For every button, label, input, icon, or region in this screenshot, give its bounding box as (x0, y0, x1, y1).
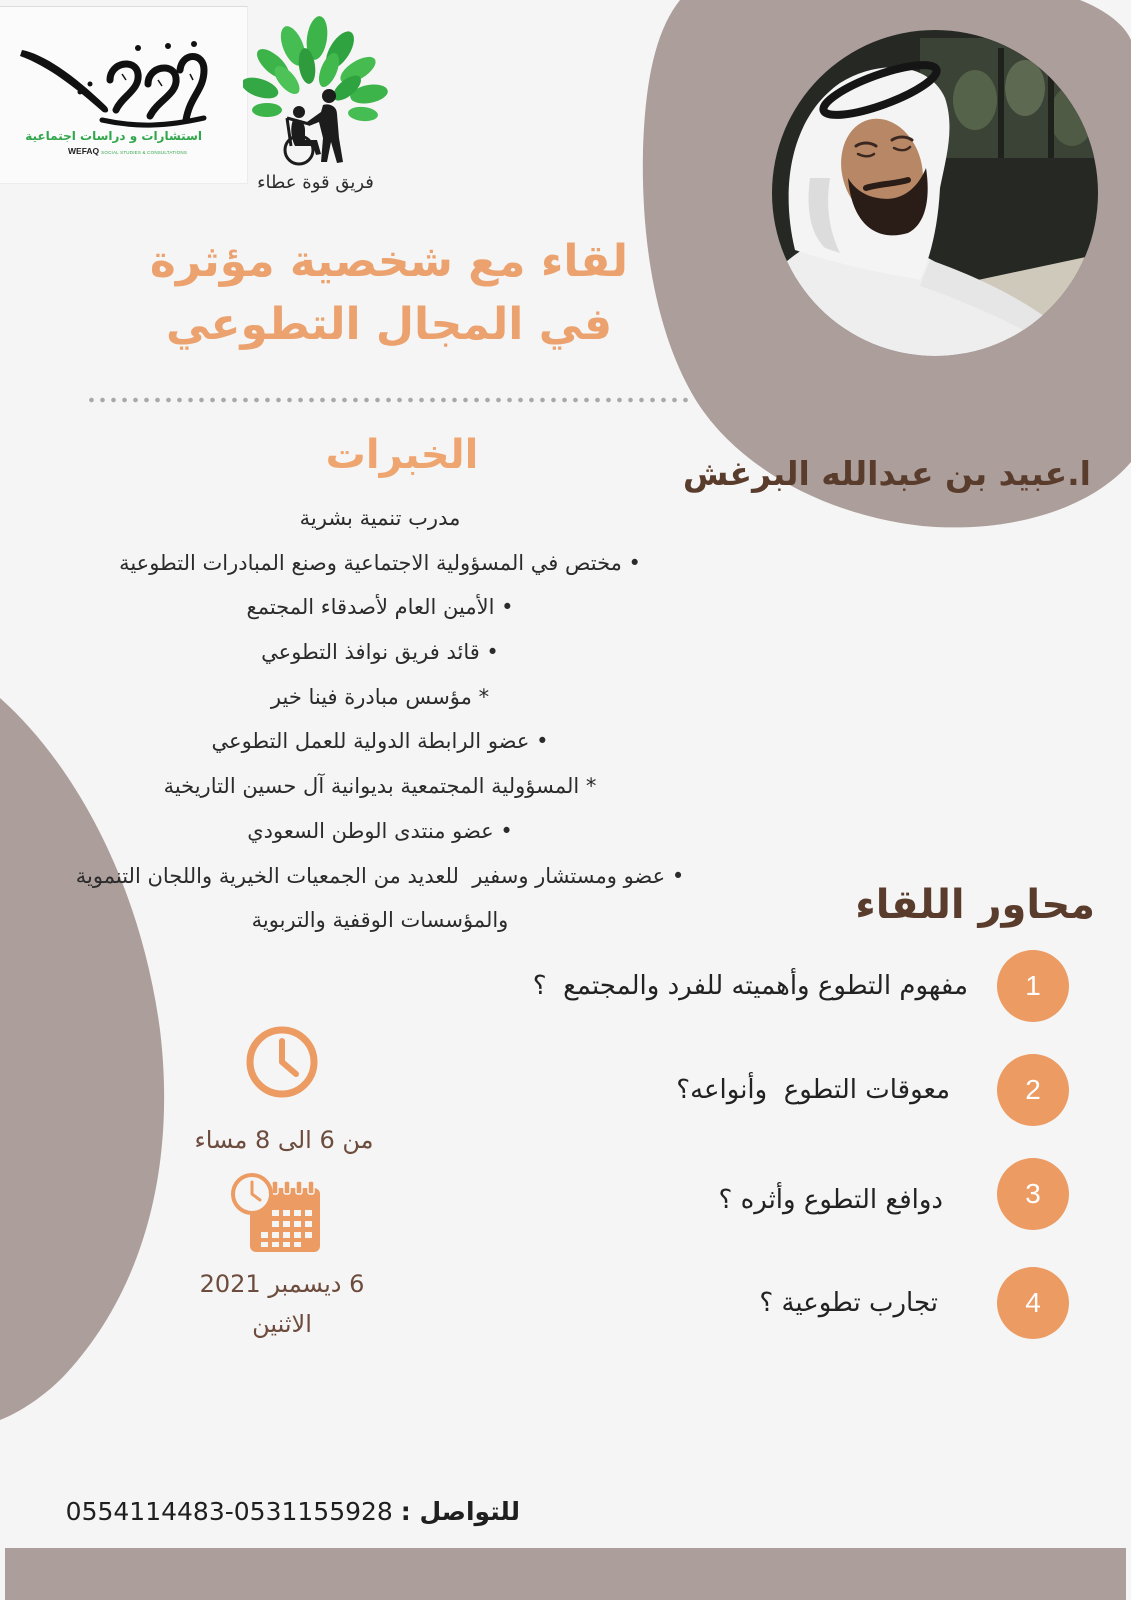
topic-text: تجارب تطوعية ؟ (759, 1288, 938, 1318)
experience-line: • عضو الرابطة الدولية للعمل التطوعي (211, 729, 549, 754)
topics-heading: محاور اللقاء (855, 882, 1095, 928)
calendar-icon (228, 1172, 324, 1256)
topic-item-2 (429, 1054, 1069, 1126)
topic-text: دوافع التطوع وأثره ؟ (718, 1185, 943, 1215)
experience-heading: الخبرات (325, 432, 479, 478)
wefaq-english-tagline: SOCIAL STUDIES & CONSULTATIONS (101, 150, 188, 155)
event-title-line-1: لقاء مع شخصية مؤثرة (149, 236, 629, 287)
dotted-divider (86, 397, 692, 403)
wefaq-english-line (68, 145, 187, 158)
topic-text: مفهوم التطوع وأهميته للفرد والمجتمع ؟ (532, 971, 968, 1001)
tree-wheelchair-icon (243, 14, 388, 166)
topic-number-badge: 4 (997, 1267, 1069, 1339)
topic-text: معوقات التطوع وأنواعه؟ (676, 1075, 950, 1105)
topic-number-badge: 2 (997, 1054, 1069, 1126)
portrait-photo (770, 28, 1100, 358)
contact-label: للتواصل : (400, 1497, 520, 1526)
event-date: 6 ديسمبر 2021 (199, 1270, 365, 1298)
experience-line: • عضو ومستشار وسفير للعديد من الجمعيات الخيرية واللجان التنموية (75, 863, 685, 888)
wefaq-calligraphy (20, 41, 204, 125)
experience-line: * مؤسس مبادرة فينا خير (270, 684, 490, 709)
topic-item-3 (429, 1158, 1069, 1230)
bottom-bar (5, 1548, 1126, 1600)
experience-line: * المسؤولية المجتمعية بديوانية آل حسين التاريخية (163, 774, 597, 799)
experience-line: مدرب تنمية بشرية (299, 506, 461, 530)
wefaq-arabic-tagline: استشارات و دراسات اجتماعية (25, 129, 202, 143)
tree-leaves (243, 15, 388, 122)
topic-number-badge: 1 (997, 950, 1069, 1022)
experience-line: • الأمين العام لأصدقاء المجتمع (246, 595, 514, 620)
event-day: الاثنين (252, 1310, 312, 1338)
topic-item-4 (429, 1267, 1069, 1339)
team-name: فريق قوة عطاء (257, 172, 374, 193)
event-date-block (132, 1264, 432, 1344)
event-title (89, 230, 689, 356)
wefaq-name: WEFAQ (68, 146, 100, 156)
event-title-line-2: في المجال التطوعي (165, 299, 613, 350)
contact-phones: 0531155928-0554114483 (65, 1497, 393, 1526)
guest-name: ا.عبيد بن عبدالله البرغش (682, 454, 1091, 493)
topic-number-badge: 3 (997, 1158, 1069, 1230)
topic-item-1 (429, 950, 1069, 1022)
experience-line: • قائد فريق نوافذ التطوعي (261, 640, 499, 665)
event-time: من 6 الى 8 مساء (194, 1126, 374, 1154)
wefaq-logo (18, 40, 208, 132)
experience-line: والمؤسسات الوقفية والتربوية (251, 908, 509, 933)
clock-icon (244, 1024, 320, 1100)
experience-list (0, 496, 760, 943)
wheelchair-figures (285, 89, 343, 164)
contact-line (40, 1494, 520, 1530)
experience-line: • عضو منتدى الوطن السعودي (247, 818, 513, 843)
experience-line: • مختص في المسؤولية الاجتماعية وصنع المبادرات التطوعية (119, 550, 641, 575)
